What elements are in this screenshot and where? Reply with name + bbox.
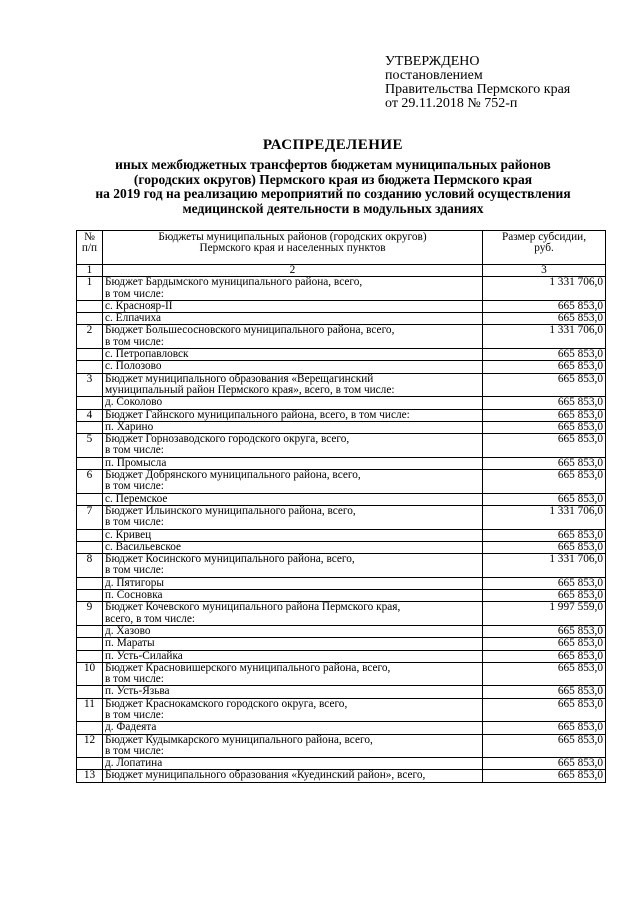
subsidy-amount-value: 665 853,0 bbox=[557, 589, 603, 602]
column-number: 3 bbox=[483, 265, 606, 277]
budget-name-line: с. Перемское bbox=[105, 493, 168, 505]
subsidy-amount-value: 665 853,0 bbox=[557, 396, 603, 409]
row-number bbox=[77, 541, 103, 553]
table-row bbox=[77, 770, 606, 782]
approval-line: Правительства Пермского края bbox=[385, 82, 571, 97]
budget-name-line: Бюджет Ильинского муниципального района, всего, bbox=[105, 505, 356, 517]
row-number: 6 bbox=[77, 470, 103, 494]
subsidy-amount bbox=[483, 650, 606, 662]
budget-name bbox=[103, 349, 483, 361]
subsidy-amount bbox=[483, 602, 606, 626]
budget-name bbox=[103, 758, 483, 770]
row-number bbox=[77, 361, 103, 373]
subsidy-amount bbox=[483, 722, 606, 734]
budget-name-line: в том числе: bbox=[105, 564, 164, 577]
budget-name-line: д. Лопатина bbox=[105, 757, 163, 770]
row-number bbox=[77, 529, 103, 541]
row-number bbox=[77, 686, 103, 698]
title-line: на 2019 год на реализацию мероприятий по созданию условий осуществления bbox=[95, 186, 571, 201]
budget-name-line: с. Васильевское bbox=[105, 541, 182, 553]
table-row bbox=[77, 686, 606, 698]
row-number bbox=[77, 625, 103, 637]
table-row bbox=[77, 602, 606, 626]
table-row bbox=[77, 541, 606, 553]
budget-name bbox=[103, 590, 483, 602]
row-number: 1 bbox=[77, 277, 103, 301]
subsidy-amount-value: 1 997 559,0 bbox=[549, 601, 603, 614]
subsidy-amount-value: 665 853,0 bbox=[557, 625, 603, 637]
budget-name bbox=[103, 397, 483, 409]
subsidy-amount-value: 665 853,0 bbox=[557, 685, 603, 698]
subsidy-amount-value: 665 853,0 bbox=[557, 769, 603, 782]
subsidy-amount-value: 665 853,0 bbox=[557, 457, 603, 469]
subsidy-amount bbox=[483, 434, 606, 458]
budget-name-line: в том числе: bbox=[105, 480, 164, 493]
subsidy-amount bbox=[483, 698, 606, 722]
row-number bbox=[77, 577, 103, 589]
budget-name-line: в том числе: bbox=[105, 287, 164, 300]
subsidy-amount bbox=[483, 577, 606, 589]
budget-name-line: п. Сосновка bbox=[105, 589, 163, 602]
budget-name bbox=[103, 650, 483, 662]
subsidy-amount-value: 665 853,0 bbox=[557, 493, 603, 505]
subsidy-amount-value: 665 853,0 bbox=[557, 541, 603, 553]
subsidy-amount bbox=[483, 554, 606, 578]
row-number: 3 bbox=[77, 373, 103, 397]
row-number bbox=[77, 349, 103, 361]
budget-name-line: д. Хазово bbox=[105, 625, 151, 637]
row-number: 7 bbox=[77, 505, 103, 529]
budget-name-line: Бюджет Большесосновского муниципального района, всего, bbox=[105, 324, 395, 337]
budget-name-line: п. Промысла bbox=[105, 457, 167, 469]
distribution-table bbox=[76, 230, 606, 783]
subsidy-amount-value: 665 853,0 bbox=[557, 757, 603, 770]
table-row bbox=[77, 325, 606, 349]
subsidy-amount-value: 665 853,0 bbox=[557, 577, 603, 589]
budget-name-line: в том числе: bbox=[105, 335, 164, 348]
row-number: 8 bbox=[77, 554, 103, 578]
table-row bbox=[77, 698, 606, 722]
budget-name bbox=[103, 457, 483, 469]
budget-name-line: всего, в том числе: bbox=[105, 612, 195, 625]
title-line: иных межбюджетных трансфертов бюджетам муниципальных районов bbox=[115, 157, 551, 172]
subsidy-amount-value: 665 853,0 bbox=[557, 409, 603, 421]
budget-name-line: п. Усть-Язьва bbox=[105, 685, 170, 698]
budget-name bbox=[103, 361, 483, 373]
row-number: 9 bbox=[77, 602, 103, 626]
budget-name bbox=[103, 662, 483, 686]
budget-name bbox=[103, 470, 483, 494]
subsidy-amount-value: 1 331 706,0 bbox=[549, 276, 603, 289]
subsidy-amount bbox=[483, 734, 606, 758]
budget-name-line: Бюджет Гайнского муниципального района, всего, в том числе: bbox=[105, 409, 410, 421]
row-number bbox=[77, 313, 103, 325]
table-row bbox=[77, 397, 606, 409]
budget-name-line: в том числе: bbox=[105, 673, 164, 686]
table-row bbox=[77, 505, 606, 529]
subsidy-amount bbox=[483, 313, 606, 325]
document-title bbox=[60, 137, 606, 216]
subsidy-amount bbox=[483, 325, 606, 349]
subsidy-amount bbox=[483, 361, 606, 373]
table-row bbox=[77, 650, 606, 662]
subsidy-amount-value: 665 853,0 bbox=[557, 650, 603, 662]
budget-name-line: Бюджет Бардымского муниципального района, всего, bbox=[105, 276, 363, 289]
table-row bbox=[77, 722, 606, 734]
row-number bbox=[77, 590, 103, 602]
budget-name bbox=[103, 434, 483, 458]
table-row bbox=[77, 349, 606, 361]
approval-line: от 29.11.2018 № 752-п bbox=[385, 96, 518, 111]
budget-name-line: с. Полозово bbox=[105, 360, 162, 373]
budget-name bbox=[103, 698, 483, 722]
subsidy-amount bbox=[483, 638, 606, 650]
row-number: 5 bbox=[77, 434, 103, 458]
budget-name-line: Бюджет Горнозаводского городского округа, всего, bbox=[105, 433, 350, 446]
budget-name-line: д. Фадеята bbox=[105, 721, 157, 734]
subsidy-amount-value: 665 853,0 bbox=[557, 421, 603, 433]
subsidy-amount bbox=[483, 421, 606, 433]
budget-name-line: д. Соколово bbox=[105, 396, 163, 409]
budget-name-line: в том числе: bbox=[105, 444, 164, 457]
subsidy-amount bbox=[483, 590, 606, 602]
subsidy-amount bbox=[483, 457, 606, 469]
table-row bbox=[77, 577, 606, 589]
table-row bbox=[77, 470, 606, 494]
budget-name-line: Бюджет муниципального образования «Куединский район», всего, bbox=[105, 769, 426, 782]
column-number: 1 bbox=[77, 265, 103, 277]
budget-name-line: п. Мараты bbox=[105, 637, 155, 650]
subsidy-amount-value: 665 853,0 bbox=[557, 312, 603, 325]
budget-name bbox=[103, 638, 483, 650]
subsidy-amount bbox=[483, 470, 606, 494]
budget-name-line: с. Петропавловск bbox=[105, 348, 189, 361]
title-heading: РАСПРЕДЕЛЕНИЕ bbox=[262, 137, 404, 153]
table-row bbox=[77, 313, 606, 325]
budget-name bbox=[103, 313, 483, 325]
subsidy-amount bbox=[483, 758, 606, 770]
row-number bbox=[77, 300, 103, 312]
budget-name bbox=[103, 421, 483, 433]
header-number: № п/п bbox=[77, 231, 103, 265]
row-number: 12 bbox=[77, 734, 103, 758]
row-number: 11 bbox=[77, 698, 103, 722]
row-number: 4 bbox=[77, 409, 103, 421]
subsidy-amount bbox=[483, 349, 606, 361]
table-row bbox=[77, 421, 606, 433]
column-numbers-row bbox=[77, 265, 606, 277]
row-number: 10 bbox=[77, 662, 103, 686]
budget-name-line: в том числе: bbox=[105, 516, 164, 529]
table-row bbox=[77, 409, 606, 421]
approval-stamp bbox=[385, 55, 570, 111]
budget-name-line: Бюджет Добрянского муниципального района, всего, bbox=[105, 469, 361, 482]
budget-name bbox=[103, 541, 483, 553]
budget-name bbox=[103, 625, 483, 637]
budget-name-line: с. Кривец bbox=[105, 529, 152, 541]
row-number: 13 bbox=[77, 770, 103, 782]
table-row bbox=[77, 529, 606, 541]
approval-line: постановлением bbox=[385, 68, 483, 83]
table-row bbox=[77, 373, 606, 397]
budget-name bbox=[103, 300, 483, 312]
table-row bbox=[77, 300, 606, 312]
subsidy-amount-value: 665 853,0 bbox=[557, 360, 603, 373]
budget-name-line: Бюджет Кочевского муниципального района Пермского края, bbox=[105, 601, 401, 614]
subsidy-amount-value: 665 853,0 bbox=[557, 637, 603, 650]
row-number bbox=[77, 638, 103, 650]
budget-name bbox=[103, 373, 483, 397]
budget-name-line: с. Елпачиха bbox=[105, 312, 162, 325]
budget-name bbox=[103, 722, 483, 734]
row-number bbox=[77, 457, 103, 469]
budget-name bbox=[103, 409, 483, 421]
table-row bbox=[77, 554, 606, 578]
table-header-row bbox=[77, 231, 606, 265]
row-number: 2 bbox=[77, 325, 103, 349]
subsidy-amount bbox=[483, 662, 606, 686]
budget-name bbox=[103, 770, 483, 782]
row-number bbox=[77, 421, 103, 433]
row-number bbox=[77, 758, 103, 770]
table-row bbox=[77, 590, 606, 602]
subsidy-amount bbox=[483, 300, 606, 312]
subsidy-amount bbox=[483, 541, 606, 553]
subsidy-amount bbox=[483, 625, 606, 637]
table-row bbox=[77, 662, 606, 686]
subsidy-amount-value: 1 331 706,0 bbox=[549, 553, 603, 566]
subsidy-amount-value: 665 853,0 bbox=[557, 433, 603, 446]
table-row bbox=[77, 625, 606, 637]
row-number bbox=[77, 722, 103, 734]
row-number bbox=[77, 493, 103, 505]
table-row bbox=[77, 638, 606, 650]
budget-name bbox=[103, 602, 483, 626]
budget-name bbox=[103, 529, 483, 541]
budget-name-line: Бюджет Кудымкарского муниципального района, всего, bbox=[105, 734, 373, 746]
budget-name bbox=[103, 577, 483, 589]
budget-name-line: п. Усть-Силайка bbox=[105, 650, 183, 662]
subsidy-amount-value: 665 853,0 bbox=[557, 721, 603, 734]
budget-name bbox=[103, 277, 483, 301]
header-budget-name: Бюджеты муниципальных районов (городских округов) Пермского края и населенных пунктов bbox=[103, 231, 483, 265]
row-number bbox=[77, 650, 103, 662]
subsidy-amount bbox=[483, 505, 606, 529]
subsidy-amount-value: 665 853,0 bbox=[557, 373, 603, 385]
budget-name-line: Бюджет Косинского муниципального района, всего, bbox=[105, 553, 355, 566]
subsidy-amount bbox=[483, 373, 606, 397]
budget-name-line: с. Краснояр-II bbox=[105, 300, 173, 312]
table-row bbox=[77, 493, 606, 505]
subsidy-amount bbox=[483, 770, 606, 782]
subsidy-amount bbox=[483, 493, 606, 505]
subsidy-amount-value: 665 853,0 bbox=[557, 698, 603, 710]
budget-name bbox=[103, 554, 483, 578]
budget-name bbox=[103, 493, 483, 505]
budget-name-line: в том числе: bbox=[105, 744, 164, 757]
subsidy-amount bbox=[483, 529, 606, 541]
budget-name bbox=[103, 505, 483, 529]
budget-name-line: Бюджет муниципального образования «Верещагинский bbox=[105, 373, 374, 385]
budget-name bbox=[103, 734, 483, 758]
budget-name bbox=[103, 325, 483, 349]
table-row bbox=[77, 457, 606, 469]
budget-name-line: в том числе: bbox=[105, 708, 164, 721]
subsidy-amount bbox=[483, 397, 606, 409]
budget-name-line: д. Пятигоры bbox=[105, 577, 164, 589]
approval-line: УТВЕРЖДЕНО bbox=[385, 54, 480, 69]
subsidy-amount-value: 665 853,0 bbox=[557, 734, 603, 746]
subsidy-amount-value: 665 853,0 bbox=[557, 348, 603, 361]
table-row bbox=[77, 734, 606, 758]
subsidy-amount-value: 665 853,0 bbox=[557, 662, 603, 674]
budget-name-line: Бюджет Краснокамского городского округа, всего, bbox=[105, 698, 348, 710]
table-row bbox=[77, 277, 606, 301]
table-row bbox=[77, 361, 606, 373]
header-subsidy-amount: Размер субсидии, руб. bbox=[483, 231, 606, 265]
subsidy-amount bbox=[483, 277, 606, 301]
table-row bbox=[77, 758, 606, 770]
budget-name-line: муниципальный район Пермского края», всего, в том числе: bbox=[105, 383, 395, 396]
subsidy-amount-value: 1 331 706,0 bbox=[549, 505, 603, 517]
budget-name-line: Бюджет Красновишерского муниципального района, всего, bbox=[105, 662, 391, 674]
row-number bbox=[77, 397, 103, 409]
subsidy-amount-value: 1 331 706,0 bbox=[549, 324, 603, 337]
budget-name-line: п. Харино bbox=[105, 421, 154, 433]
subsidy-amount-value: 665 853,0 bbox=[557, 529, 603, 541]
subsidy-amount-value: 665 853,0 bbox=[557, 469, 603, 482]
budget-name bbox=[103, 686, 483, 698]
title-line: (городских округов) Пермского края из бюджета Пермского края bbox=[133, 171, 533, 187]
table-row bbox=[77, 434, 606, 458]
title-line: медицинской деятельности в модульных зданиях bbox=[182, 200, 484, 216]
subsidy-amount bbox=[483, 686, 606, 698]
column-number: 2 bbox=[103, 265, 483, 277]
subsidy-amount-value: 665 853,0 bbox=[557, 300, 603, 312]
subsidy-amount bbox=[483, 409, 606, 421]
